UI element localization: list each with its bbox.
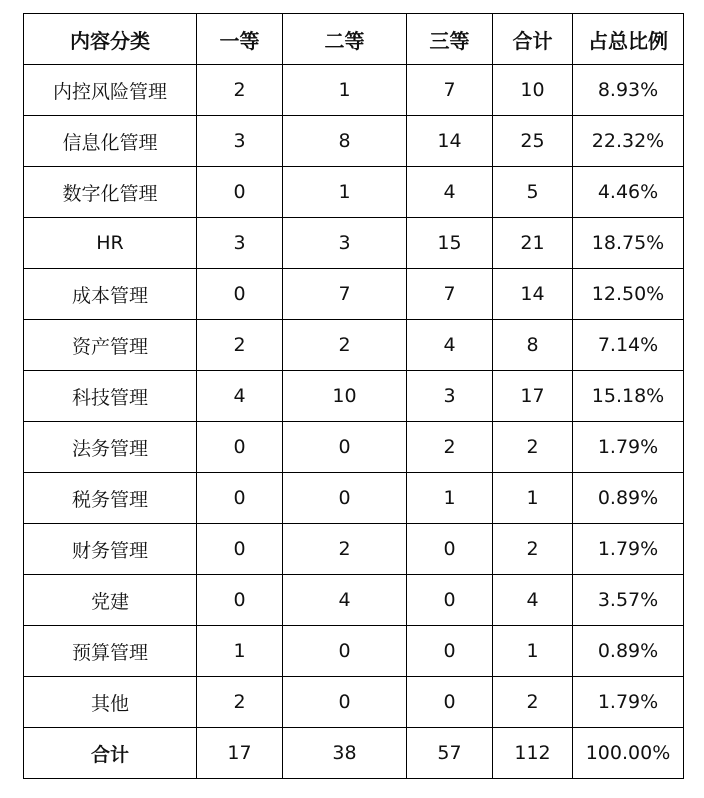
cell-percentage: 1.79% <box>573 422 684 473</box>
cell-subtotal: 10 <box>493 65 573 116</box>
total-first-class: 17 <box>197 728 283 779</box>
cell-third-class: 15 <box>407 218 493 269</box>
table-row <box>24 167 684 218</box>
cell-subtotal: 1 <box>493 626 573 677</box>
cell-subtotal: 2 <box>493 422 573 473</box>
cell-percentage: 0.89% <box>573 626 684 677</box>
cell-first-class: 2 <box>197 677 283 728</box>
cell-second-class: 2 <box>283 524 407 575</box>
cell-second-class: 0 <box>283 422 407 473</box>
cell-third-class: 2 <box>407 422 493 473</box>
cell-percentage: 3.57% <box>573 575 684 626</box>
cell-percentage: 1.79% <box>573 524 684 575</box>
cell-percentage: 18.75% <box>573 218 684 269</box>
cell-category: 预算管理 <box>24 626 197 677</box>
cell-category: 党建 <box>24 575 197 626</box>
total-second-class: 38 <box>283 728 407 779</box>
cell-subtotal: 21 <box>493 218 573 269</box>
table-header-row <box>24 14 684 65</box>
cell-category: 内控风险管理 <box>24 65 197 116</box>
cell-percentage: 7.14% <box>573 320 684 371</box>
header-category: 内容分类 <box>24 14 197 65</box>
cell-category: 数字化管理 <box>24 167 197 218</box>
cell-third-class: 7 <box>407 269 493 320</box>
cell-subtotal: 17 <box>493 371 573 422</box>
cell-category: 信息化管理 <box>24 116 197 167</box>
cell-second-class: 0 <box>283 626 407 677</box>
cell-first-class: 0 <box>197 269 283 320</box>
cell-first-class: 0 <box>197 167 283 218</box>
cell-third-class: 4 <box>407 167 493 218</box>
cell-third-class: 4 <box>407 320 493 371</box>
table-row <box>24 371 684 422</box>
cell-first-class: 0 <box>197 575 283 626</box>
cell-first-class: 0 <box>197 473 283 524</box>
cell-second-class: 4 <box>283 575 407 626</box>
cell-percentage: 12.50% <box>573 269 684 320</box>
cell-third-class: 14 <box>407 116 493 167</box>
header-first-class: 一等 <box>197 14 283 65</box>
cell-third-class: 0 <box>407 626 493 677</box>
cell-third-class: 3 <box>407 371 493 422</box>
header-subtotal: 合计 <box>493 14 573 65</box>
cell-percentage: 22.32% <box>573 116 684 167</box>
cell-third-class: 0 <box>407 575 493 626</box>
table-row <box>24 473 684 524</box>
award-statistics-table-container <box>23 13 684 779</box>
cell-second-class: 2 <box>283 320 407 371</box>
cell-second-class: 1 <box>283 167 407 218</box>
table-row <box>24 422 684 473</box>
table-total-row <box>24 728 684 779</box>
award-statistics-table <box>23 13 684 779</box>
total-label: 合计 <box>24 728 197 779</box>
cell-subtotal: 1 <box>493 473 573 524</box>
cell-subtotal: 14 <box>493 269 573 320</box>
total-third-class: 57 <box>407 728 493 779</box>
cell-percentage: 1.79% <box>573 677 684 728</box>
cell-first-class: 3 <box>197 218 283 269</box>
cell-second-class: 1 <box>283 65 407 116</box>
cell-first-class: 2 <box>197 320 283 371</box>
table-row <box>24 626 684 677</box>
cell-second-class: 10 <box>283 371 407 422</box>
cell-first-class: 1 <box>197 626 283 677</box>
cell-second-class: 8 <box>283 116 407 167</box>
cell-percentage: 8.93% <box>573 65 684 116</box>
cell-second-class: 0 <box>283 473 407 524</box>
cell-second-class: 0 <box>283 677 407 728</box>
table-row <box>24 269 684 320</box>
cell-first-class: 2 <box>197 65 283 116</box>
table-row <box>24 65 684 116</box>
total-subtotal: 112 <box>493 728 573 779</box>
cell-third-class: 1 <box>407 473 493 524</box>
table-row <box>24 677 684 728</box>
cell-subtotal: 4 <box>493 575 573 626</box>
cell-category: HR <box>24 218 197 269</box>
cell-first-class: 0 <box>197 422 283 473</box>
cell-percentage: 15.18% <box>573 371 684 422</box>
cell-subtotal: 25 <box>493 116 573 167</box>
table-row <box>24 320 684 371</box>
cell-category: 财务管理 <box>24 524 197 575</box>
cell-third-class: 0 <box>407 524 493 575</box>
cell-third-class: 0 <box>407 677 493 728</box>
cell-first-class: 4 <box>197 371 283 422</box>
cell-category: 资产管理 <box>24 320 197 371</box>
cell-first-class: 0 <box>197 524 283 575</box>
cell-subtotal: 2 <box>493 524 573 575</box>
cell-subtotal: 8 <box>493 320 573 371</box>
cell-percentage: 4.46% <box>573 167 684 218</box>
cell-category: 其他 <box>24 677 197 728</box>
header-second-class: 二等 <box>283 14 407 65</box>
cell-second-class: 3 <box>283 218 407 269</box>
cell-third-class: 7 <box>407 65 493 116</box>
table-row <box>24 524 684 575</box>
cell-subtotal: 2 <box>493 677 573 728</box>
cell-category: 科技管理 <box>24 371 197 422</box>
total-percentage: 100.00% <box>573 728 684 779</box>
cell-second-class: 7 <box>283 269 407 320</box>
cell-category: 法务管理 <box>24 422 197 473</box>
header-percentage: 占总比例 <box>573 14 684 65</box>
cell-percentage: 0.89% <box>573 473 684 524</box>
cell-first-class: 3 <box>197 116 283 167</box>
header-third-class: 三等 <box>407 14 493 65</box>
cell-category: 税务管理 <box>24 473 197 524</box>
table-row <box>24 575 684 626</box>
cell-category: 成本管理 <box>24 269 197 320</box>
table-row <box>24 218 684 269</box>
cell-subtotal: 5 <box>493 167 573 218</box>
table-row <box>24 116 684 167</box>
